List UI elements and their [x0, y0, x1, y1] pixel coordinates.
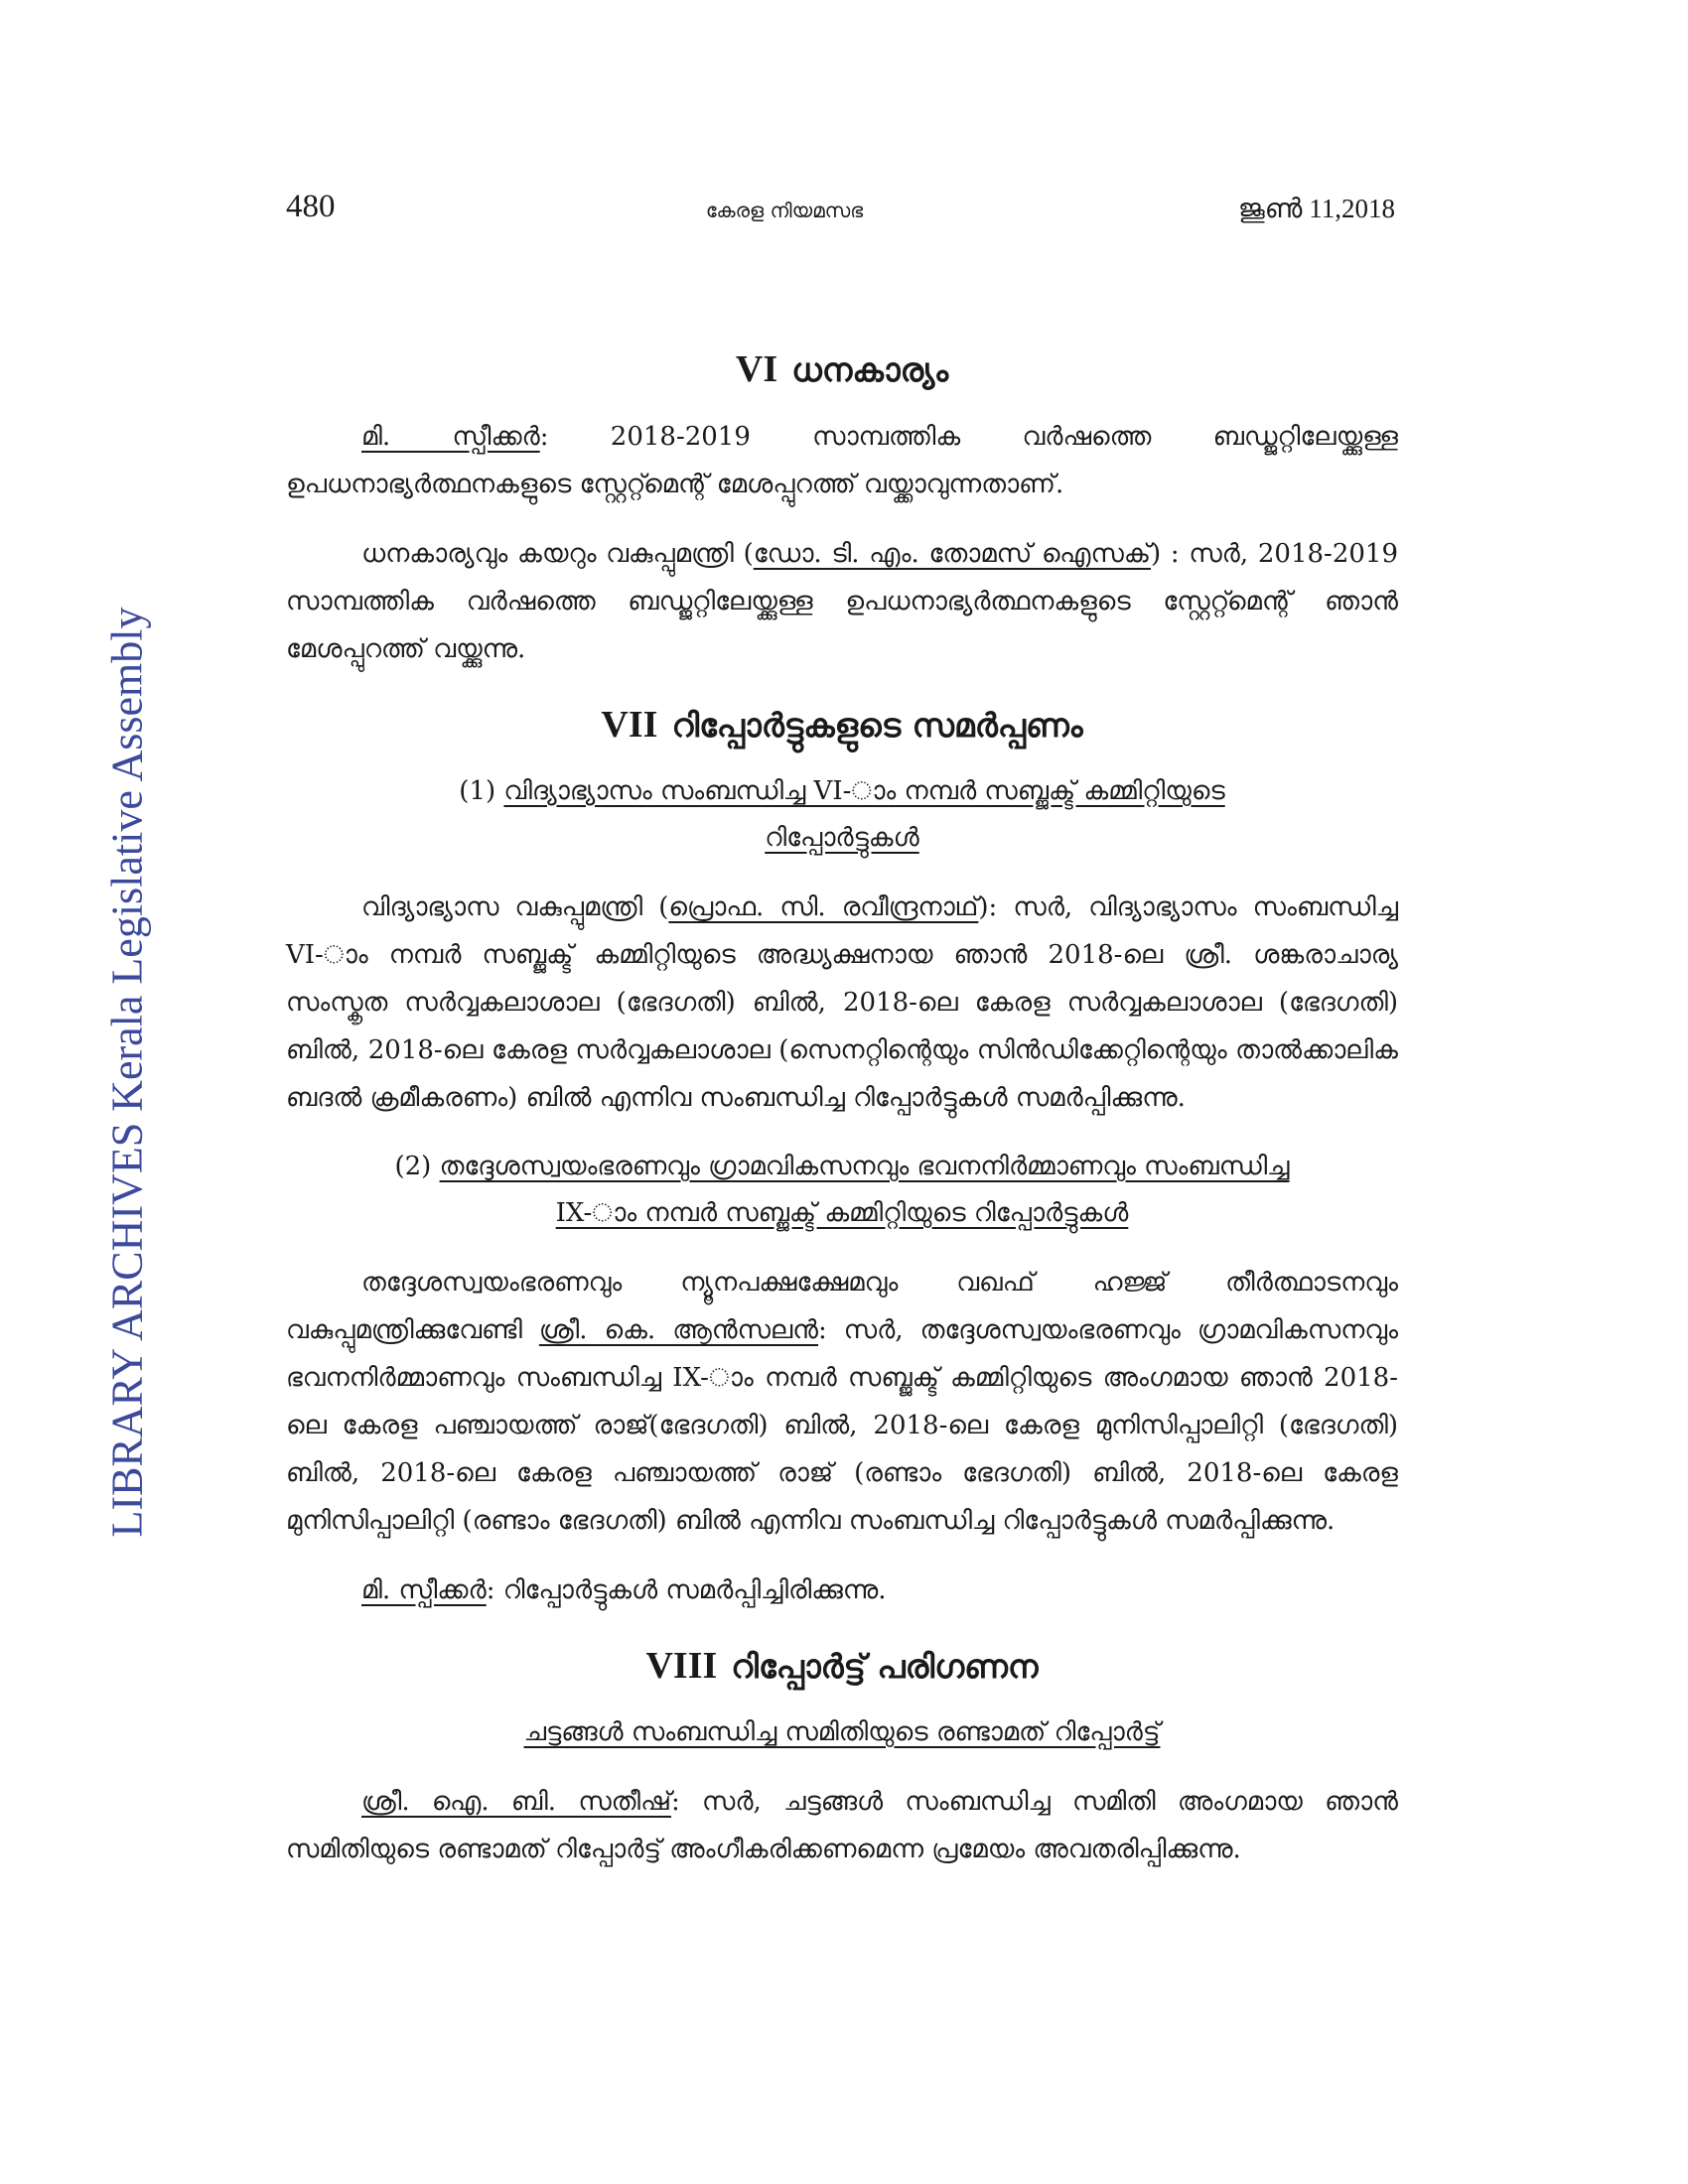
ministry-text: തദ്ദേശസ്വയംഭരണവും ന്യൂനപക്ഷക്ഷേമവും വഖഫ് ഹജ്ജ് തീർത്ഥാടനവും വകുപ്പുമന്ത്രിക്കുവേണ്ടി: [286, 1268, 1398, 1345]
statement-text: : സർ, തദ്ദേശസ്വയംഭരണവും ഗ്രാമവികസനവും ഭവനനിർമ്മാണവും സംബന്ധിച്ച IX-ാം നമ്പർ സബ്ജക്ട് കമ്മിറ്റിയുടെ അംഗമായ ഞാൻ 2018-ലെ കേരള പഞ്ചായത്ത് രാജ്(ഭേദഗതി) ബിൽ, 2018-ലെ കേരള മുനിസിപ്പാലിറ്റി (ഭേദഗതി) ബിൽ, 2018-ലെ കേരള പഞ്ചായത്ത് രാജ് (രണ്ടാം ഭേദഗതി) ബിൽ, 2018-ലെ കേരള മുനിസിപ്പാലിറ്റി (രണ്ടാം ഭേദഗതി) ബിൽ എന്നിവ സംബന്ധിച്ച റിപ്പോർട്ടുകൾ സമർപ്പിക്കുന്നു.: [286, 1315, 1399, 1536]
section-number: VI: [735, 348, 778, 390]
page-date: ജൂൺ 11,2018: [1237, 194, 1395, 223]
ministry-text: ധനകാര്യവും കയറും വകുപ്പുമന്ത്രി (: [361, 539, 754, 569]
section-number: VII: [601, 704, 658, 746]
section-number: VIII: [645, 1645, 718, 1687]
minister-name: പ്രൊഫ. സി. രവീന്ദ്രനാഥ്: [668, 892, 979, 922]
section-8-heading: [286, 1644, 1398, 1688]
subsection-heading: [286, 1709, 1398, 1756]
statement-text: ) : സർ, 2018-2019 സാമ്പത്തിക വർഷത്തെ ബഡ്ജറ്റിലേയ്ക്കുള്ള ഉപധനാഭ്യർത്ഥനകളുടെ സ്റ്റേറ്റ്മെന്റ് ഞാൻ മേശപ്പുറത്ത് വയ്ക്കുന്നു.: [286, 539, 1398, 664]
member-statement: [286, 1259, 1398, 1545]
statement-text: : സർ, ചട്ടങ്ങൾ സംബന്ധിച്ച സമിതി അംഗമായ ഞാൻ സമിതിയുടെ രണ്ടാമത് റിപ്പോർട്ട് അംഗീകരിക്കണമെന്ന പ്രമേയം അവതരിപ്പിക്കുന്നു.: [286, 1787, 1398, 1864]
subsection-title-line2: IX-ാം നമ്പർ സബ്ജക്ട് കമ്മിറ്റിയുടെ റിപ്പോർട്ടുകൾ: [555, 1198, 1129, 1228]
member-statement: [286, 1778, 1398, 1873]
subsection-title-line2: റിപ്പോർട്ടുകൾ: [765, 823, 919, 853]
section-7-heading: [286, 703, 1398, 747]
speaker-statement: [286, 1567, 1398, 1614]
subsection-title-line1: തദ്ദേശസ്വയംഭരണവും ഗ്രാമവികസനവും ഭവനനിർമ്മാണവും സംബന്ധിച്ച: [439, 1152, 1290, 1181]
subsection-number: (2): [394, 1152, 432, 1181]
minister-name: ഡോ. ടി. എം. തോമസ് ഐസക്: [753, 539, 1151, 569]
statement-text: : 2018-2019 സാമ്പത്തിക വർഷത്തെ ബഡ്ജറ്റിലേയ്ക്കുള്ള ഉപധനാഭ്യർത്ഥനകളുടെ സ്റ്റേറ്റ്മെന്റ് മേശപ്പുറത്ത് വയ്ക്കാവുന്നതാണ്.: [286, 422, 1398, 499]
speaker-statement: [286, 413, 1398, 508]
document-body: [286, 347, 1398, 1873]
subsection-title: ചട്ടങ്ങൾ സംബന്ധിച്ച സമിതിയുടെ രണ്ടാമത് റിപ്പോർട്ട്: [523, 1717, 1161, 1747]
speaker-name: മി. സ്പീക്കർ: [361, 422, 540, 452]
section-6-heading: [286, 347, 1398, 391]
speaker-name: മി. സ്പീക്കർ: [361, 1575, 487, 1605]
minister-statement: [286, 884, 1398, 1122]
page-header-title: കേരള നിയമസഭ: [705, 199, 864, 222]
statement-text: : റിപ്പോർട്ടുകൾ സമർപ്പിച്ചിരിക്കുന്നു.: [486, 1575, 887, 1605]
statement-text: ): സർ, വിദ്യാഭ്യാസം സംബന്ധിച്ച VI-ാം നമ്പർ സബ്ജക്ട് കമ്മിറ്റിയുടെ അദ്ധ്യക്ഷനായ ഞാൻ 2018-ലെ ശ്രീ. ശങ്കരാചാര്യ സംസ്കൃത സർവ്വകലാശാല (ഭേദഗതി) ബിൽ, 2018-ലെ കേരള സർവ്വകലാശാല (ഭേദഗതി) ബിൽ, 2018-ലെ കേരള സർവ്വകലാശാല (സെനറ്റിന്റെയും സിൻഡിക്കേറ്റിന്റെയും താൽക്കാലിക ബദൽ ക്രമീകരണം) ബിൽ എന്നിവ സംബന്ധിച്ച റിപ്പോർട്ടുകൾ സമർപ്പിക്കുന്നു.: [286, 892, 1398, 1113]
section-title: റിപ്പോർട്ട് പരിഗണന: [731, 1647, 1039, 1686]
page-number: 480: [286, 189, 336, 224]
section-title: ധനകാര്യം: [791, 350, 949, 389]
minister-statement: [286, 530, 1398, 673]
subsection-1-heading: [286, 768, 1398, 862]
ministry-text: വിദ്യാഭ്യാസ വകുപ്പുമന്ത്രി (: [361, 892, 669, 922]
member-name: ശ്രീ. കെ. ആൻസലൻ: [538, 1315, 819, 1345]
section-title: റിപ്പോർട്ടുകളുടെ സമർപ്പണം: [671, 706, 1083, 745]
subsection-title-line1: വിദ്യാഭ്യാസം സംബന്ധിച്ച VI-ാം നമ്പർ സബ്ജക്ട് കമ്മിറ്റിയുടെ: [503, 776, 1225, 806]
subsection-number: (1): [459, 776, 496, 806]
subsection-2-heading: [286, 1144, 1398, 1237]
archive-watermark: LIBRARY ARCHIVES Kerala Legislative Assembly: [102, 607, 152, 1538]
member-name: ശ്രീ. ഐ. ബി. സതീഷ്: [361, 1787, 671, 1817]
